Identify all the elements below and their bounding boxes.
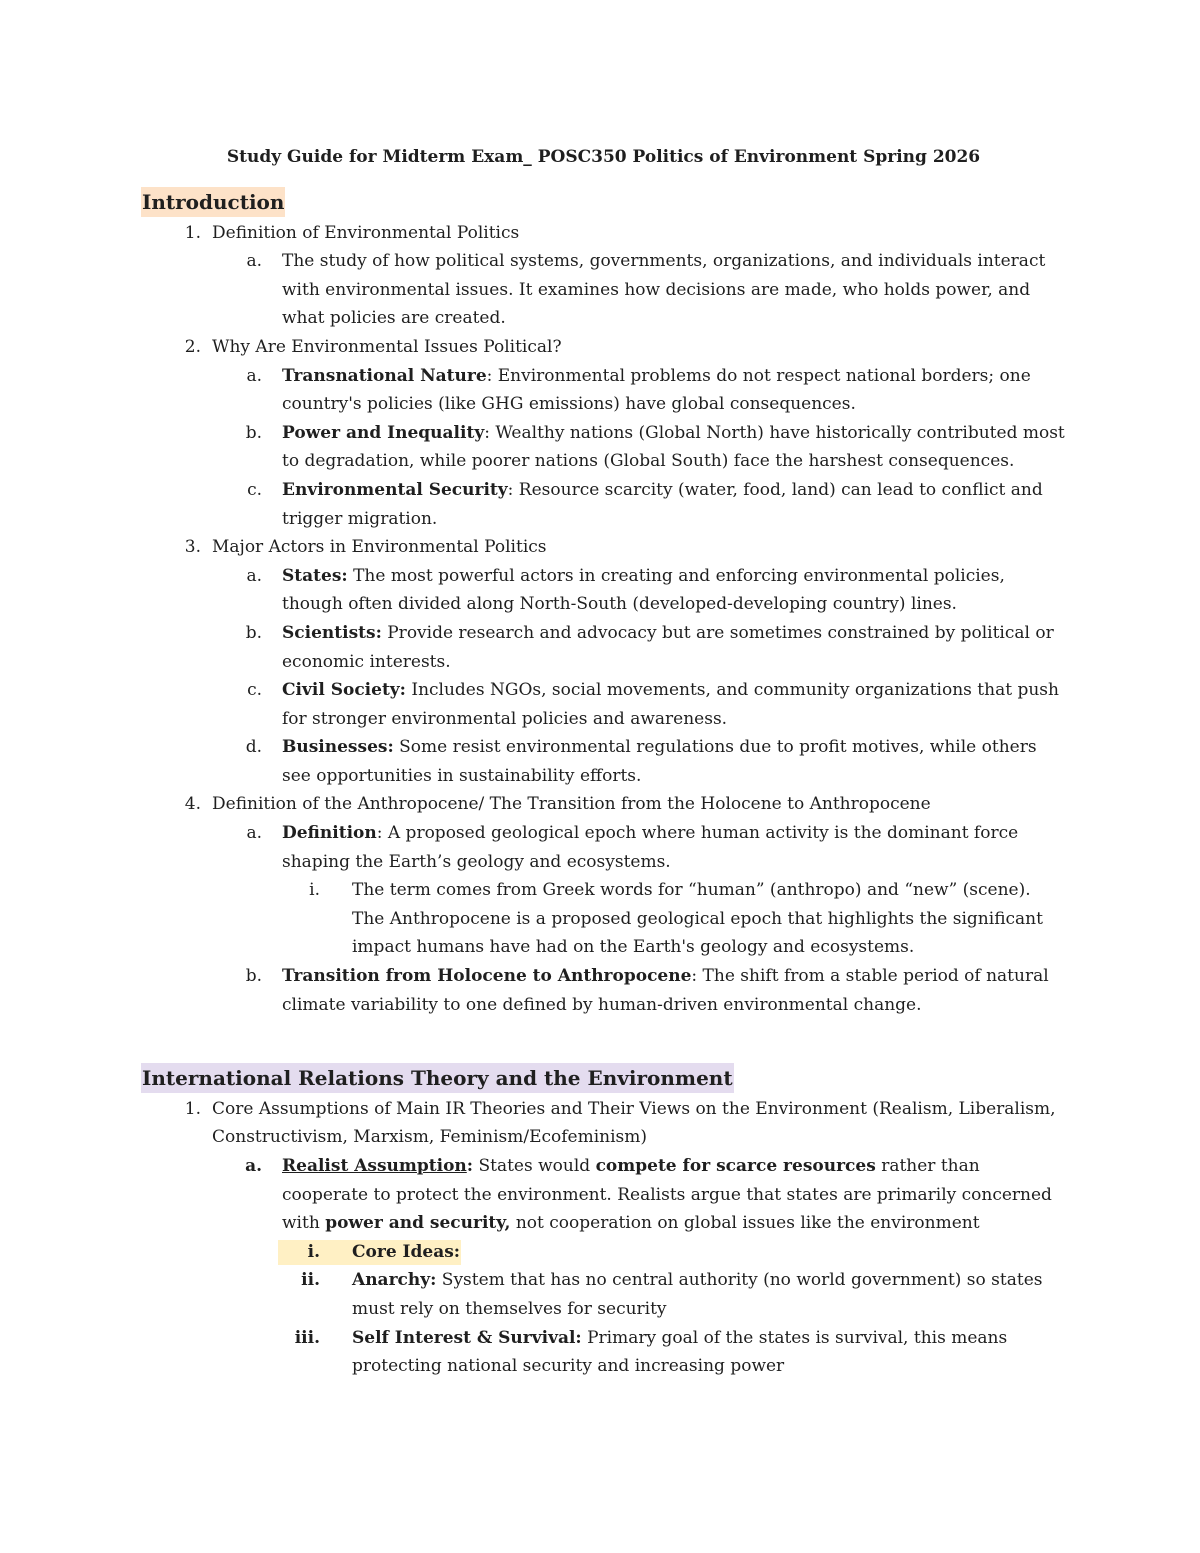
section-introduction	[141, 187, 1066, 1019]
sub-item-term: Businesses:	[282, 737, 394, 758]
list-marker: b.	[245, 422, 262, 443]
sub-item-realist	[141, 1152, 1066, 1238]
sub-item	[141, 619, 1066, 676]
list-item	[141, 790, 1066, 819]
list-marker: a.	[246, 565, 262, 586]
sub-item	[141, 476, 1066, 533]
sub-item-text: States would	[473, 1156, 596, 1176]
sub-item-emphasis: power and security,	[325, 1213, 511, 1234]
sub-item-text: : A proposed geological epoch where human activity is the dominant force shaping the Earth’s geology and ecosystems.	[282, 823, 1019, 872]
sub-item-text: not cooperation on global issues like the environment	[510, 1213, 980, 1234]
sub-item-emphasis: compete for scarce resources	[595, 1156, 876, 1176]
list-marker: 1.	[184, 222, 201, 243]
sub-item-text: : Wealthy nations (Global North) have historically contributed most to degradation, while poorer nations (Global South) face the harshest consequences.	[282, 422, 1065, 472]
sub-item-text: rather than cooperate to protect the environment. Realists argue that states are primarily concerned with	[282, 1156, 1052, 1234]
section-heading-introduction: Introduction	[141, 187, 285, 217]
list-item-text: Definition of Environmental Politics	[212, 222, 520, 243]
list-marker: b.	[245, 966, 262, 987]
sub-item-text: Primary goal of the states is survival, this means protecting national security and increasing power	[352, 1327, 1008, 1377]
core-ideas-label: Core Ideas:	[352, 1241, 461, 1262]
list-marker: 4.	[184, 794, 201, 815]
sub-item	[141, 247, 1066, 333]
sub-item	[141, 733, 1066, 790]
sub-item	[141, 362, 1066, 419]
sub-item-text: Provide research and advocacy but are sometimes constrained by political or economic interests.	[282, 622, 1054, 672]
sub-item	[141, 419, 1066, 476]
sub-item-text: : Resource scarcity (water, food, land) can lead to conflict and trigger migration.	[282, 479, 1043, 529]
sub-item-text: The study of how political systems, governments, organizations, and individuals interact with environmental issues. It examines how decisions are made, who holds power, and what policies are created.	[282, 251, 1046, 329]
sub-item-text: The term comes from Greek words for “human” (anthropo) and “new” (scene). The Anthropocene is a proposed geological epoch that highlights the significant impact humans have had on the Earth's geology and ecosystems.	[352, 880, 1043, 958]
list-item-text: Major Actors in Environmental Politics	[212, 537, 547, 558]
list-marker: a.	[246, 823, 262, 844]
list-marker: a.	[245, 1156, 262, 1176]
sub-item	[141, 562, 1066, 619]
sub-item	[141, 676, 1066, 733]
list-item	[141, 533, 1066, 562]
core-ideas-row	[141, 1238, 1066, 1267]
list-item	[141, 333, 1066, 362]
list-marker: c.	[247, 479, 262, 500]
list-marker: d.	[245, 737, 262, 758]
document-title: Study Guide for Midterm Exam_ POSC350 Politics of Environment Spring 2026	[226, 147, 981, 167]
section-heading-ir-theory: International Relations Theory and the Environment	[141, 1063, 734, 1093]
list-marker: 1.	[184, 1098, 201, 1119]
sub-item	[141, 962, 1066, 1019]
section-spacer	[141, 1019, 1066, 1063]
list-marker: a.	[246, 365, 262, 386]
list-item-text: Why Are Environmental Issues Political?	[212, 336, 562, 357]
list-marker: 2.	[184, 336, 201, 357]
list-item	[141, 1095, 1066, 1152]
sub-item-term: Self Interest & Survival:	[352, 1327, 582, 1348]
realist-assumption-label: Realist Assumption	[282, 1156, 467, 1176]
sub-item-term: Definition	[282, 823, 377, 844]
document-content	[141, 143, 1066, 1381]
list-marker: iii.	[294, 1327, 320, 1348]
sub-item-term: Civil Society:	[282, 680, 406, 701]
sub-item-text: The most powerful actors in creating and enforcing environmental policies, though often divided along North-South (developed-developing country) lines.	[282, 565, 1005, 615]
list-item	[141, 219, 1066, 248]
sub-item-term: Power and Inequality	[282, 422, 485, 443]
list-marker: c.	[247, 680, 262, 701]
sub-item-term: Transnational Nature	[282, 365, 487, 386]
sub-item-term: States:	[282, 565, 348, 586]
sub-item	[141, 819, 1066, 876]
sub-item-term: Anarchy:	[352, 1270, 437, 1291]
sub-item-term: Scientists:	[282, 622, 382, 643]
list-marker: ii.	[301, 1270, 320, 1291]
label-colon: :	[466, 1156, 474, 1176]
sub-item-text: Includes NGOs, social movements, and community organizations that push for stronger environmental policies and awareness.	[282, 680, 1059, 729]
sub-item-term: Transition from Holocene to Anthropocene	[282, 966, 692, 987]
list-item-text: Core Assumptions of Main IR Theories and Their Views on the Environment (Realism, Liberalism, Constructivism, Marxism, Feminism/Ecofeminism)	[212, 1098, 1056, 1148]
sub-sub-item	[141, 1266, 1066, 1323]
list-marker: 3.	[184, 537, 201, 558]
list-marker: i.	[309, 880, 320, 901]
list-marker: i.	[307, 1241, 320, 1262]
list-marker: a.	[246, 251, 262, 272]
sub-item-text: : Environmental problems do not respect national borders; one country's policies (like GHG emissions) have global consequences.	[282, 365, 1031, 415]
list-item-text: Definition of the Anthropocene/ The Transition from the Holocene to Anthropocene	[212, 794, 931, 815]
sub-item-text: : The shift from a stable period of natural climate variability to one defined by human-driven environmental change.	[282, 966, 1049, 1015]
list-marker: b.	[245, 622, 262, 643]
sub-item-term: Environmental Security	[282, 479, 508, 500]
sub-sub-item	[141, 876, 1066, 962]
section-ir-theory	[141, 1063, 1066, 1381]
sub-item-text: System that has no central authority (no world government) so states must rely on themselves for security	[352, 1270, 1043, 1319]
sub-sub-item	[141, 1324, 1066, 1381]
sub-item-text: Some resist environmental regulations due to profit motives, while others see opportunities in sustainability efforts.	[282, 737, 1037, 786]
